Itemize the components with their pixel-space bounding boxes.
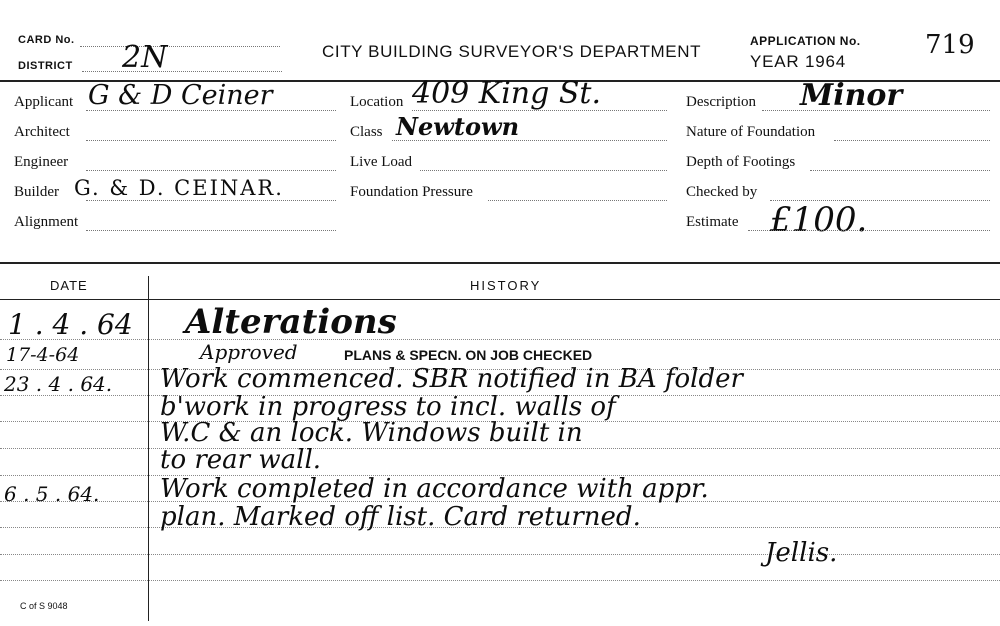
description-line <box>762 110 990 111</box>
history-text: Work completed in accordance with appr. <box>160 474 709 504</box>
year-label: YEAR 1964 <box>750 52 847 71</box>
history-date: 1 . 4 . 64 <box>8 308 133 341</box>
history-text: Work commenced. SBR notified in BA folder <box>160 364 743 394</box>
location-line <box>412 110 667 111</box>
live-load-label: Live Load <box>350 154 413 170</box>
history-text: Approved <box>200 340 298 364</box>
history-header: HISTORY <box>470 278 542 293</box>
estimate-label: Estimate <box>686 214 739 230</box>
class-label: Class <box>350 124 383 140</box>
department-title: CITY BUILDING SURVEYOR'S DEPARTMENT <box>322 42 702 61</box>
depth-label: Depth of Footings <box>686 154 796 170</box>
architect-line <box>86 140 336 141</box>
history-line <box>0 580 1000 581</box>
application-number: 719 <box>925 30 975 60</box>
stamp-text: PLANS & SPECN. ON JOB CHECKED <box>344 347 593 363</box>
alignment-line <box>86 230 336 231</box>
applicant-value: G & D Ceiner <box>88 80 273 111</box>
live-load-line <box>420 170 667 171</box>
nature-label: Nature of Foundation <box>686 124 816 140</box>
history-text: plan. Marked off list. Card returned. <box>160 502 641 532</box>
estimate-value: £100. <box>770 200 868 240</box>
alignment-label: Alignment <box>14 214 79 230</box>
foundation-pressure-line <box>488 200 667 201</box>
builder-label: Builder <box>14 184 59 200</box>
card-no-line <box>80 46 280 47</box>
history-header-rule <box>0 299 1000 300</box>
district-line <box>82 71 282 72</box>
applicant-label: Applicant <box>14 94 74 110</box>
location-value: 409 King St. <box>412 76 602 111</box>
district-label: DISTRICT <box>18 60 73 72</box>
location-label: Location <box>350 94 404 110</box>
foundation-pressure-label: Foundation Pressure <box>350 184 473 200</box>
application-label: APPLICATION No. <box>750 34 861 48</box>
estimate-line <box>748 230 990 231</box>
depth-line <box>810 170 990 171</box>
card-no-label: CARD No. <box>18 34 75 46</box>
date-header: DATE <box>50 278 88 293</box>
builder-line <box>86 200 336 201</box>
class-value: Newtown <box>396 112 520 141</box>
applicant-line <box>86 110 336 111</box>
history-date: 23 . 4 . 64. <box>4 372 113 396</box>
history-line <box>0 448 1000 449</box>
builder-value: G. & D. CEINAR. <box>74 176 284 200</box>
signature: Jellis. <box>765 538 838 568</box>
class-line <box>392 140 667 141</box>
history-date: 17-4-64 <box>6 344 80 366</box>
checked-label: Checked by <box>686 184 758 200</box>
engineer-line <box>86 170 336 171</box>
description-label: Description <box>686 94 756 110</box>
history-text: W.C & an lock. Windows built in <box>160 418 583 448</box>
nature-line <box>834 140 990 141</box>
history-top-rule <box>0 262 1000 264</box>
history-date: 6 . 5 . 64. <box>4 482 100 506</box>
history-line <box>0 554 1000 555</box>
description-value: Minor <box>800 78 903 113</box>
history-line <box>0 339 1000 340</box>
history-text: Alterations <box>185 302 397 342</box>
history-text: to rear wall. <box>160 445 322 475</box>
engineer-label: Engineer <box>14 154 69 170</box>
district-value: 2N <box>122 40 168 75</box>
history-text: b'work in progress to incl. walls of <box>160 392 616 422</box>
architect-label: Architect <box>14 124 70 140</box>
form-number: C of S 9048 <box>20 601 68 611</box>
